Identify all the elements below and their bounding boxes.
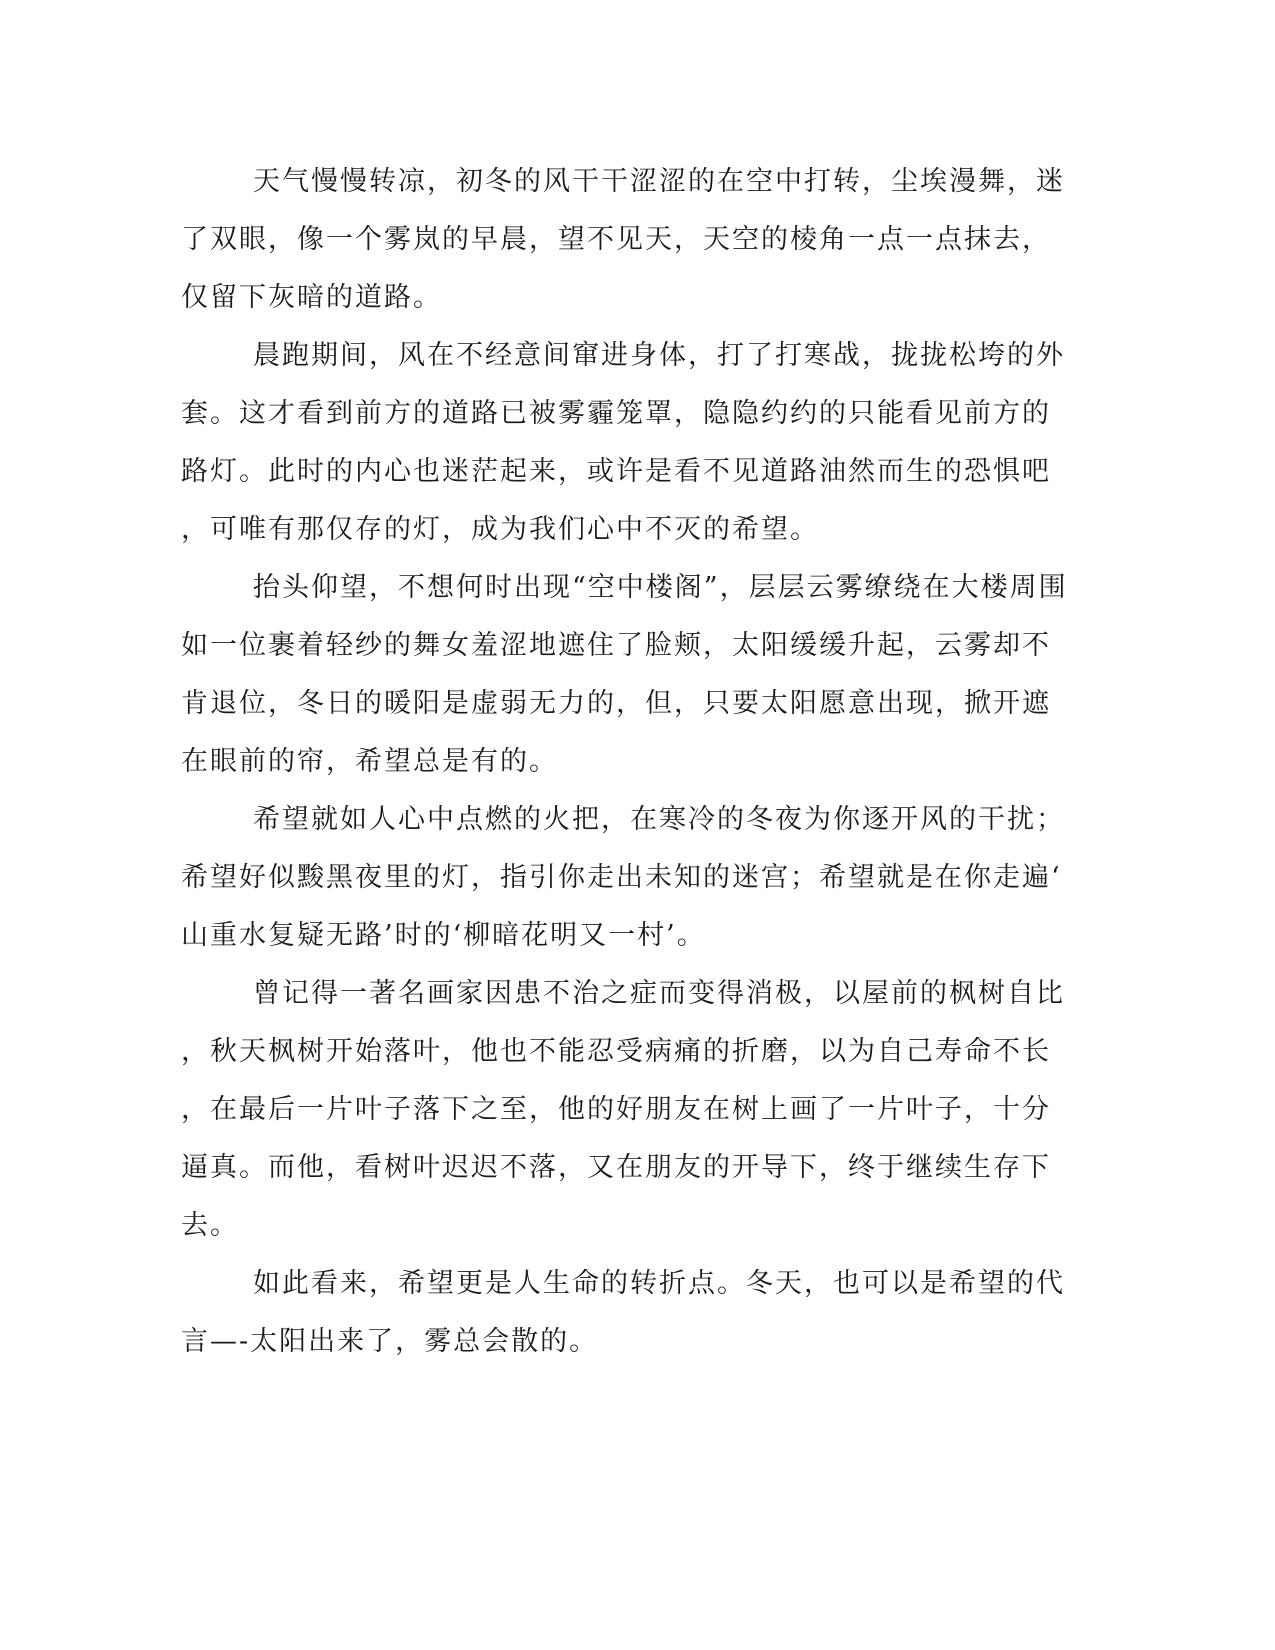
text-line: 天气慢慢转凉，初冬的风干干涩涩的在空中打转，尘埃漫舞，迷	[253, 166, 1065, 197]
text-line: 抬头仰望，不想何时出现“空中楼阁”，层层云雾缭绕在大楼周围	[253, 572, 1068, 603]
text-line: 仅留下灰暗的道路。	[181, 282, 442, 313]
essay-body	[181, 153, 1068, 1371]
text-line: 希望好似黢黑夜里的灯，指引你走出未知的迷宫；希望就是在你走遍‘	[181, 862, 1062, 893]
text-line: 希望就如人心中点燃的火把，在寒冷的冬夜为你逐开风的干扰；	[253, 804, 1065, 835]
text-line: ，秋天枫树开始落叶，他也不能忍受病痛的折磨，以为自己寿命不长	[181, 1036, 1051, 1067]
text-line: 山重水复疑无路’时的‘柳暗花明又一村’。	[181, 920, 706, 951]
text-line: 套。这才看到前方的道路已被雾霾笼罩，隐隐约约的只能看见前方的	[181, 398, 1051, 429]
text-line: 在眼前的帘，希望总是有的。	[181, 746, 558, 777]
text-line: 去。	[181, 1210, 239, 1241]
text-line: 如一位裹着轻纱的舞女羞涩地遮住了脸颊，太阳缓缓升起，云雾却不	[181, 630, 1051, 661]
text-line: 逼真。而他，看树叶迟迟不落，又在朋友的开导下，终于继续生存下	[181, 1152, 1051, 1183]
text-line: 言—-太阳出来了，雾总会散的。	[181, 1326, 599, 1357]
text-line: 了双眼，像一个雾岚的早晨，望不见天，天空的棱角一点一点抹去，	[181, 224, 1051, 255]
text-line: ，在最后一片叶子落下之至，他的好朋友在树上画了一片叶子，十分	[181, 1094, 1051, 1125]
text-line: 曾记得一著名画家因患不治之症而变得消极，以屋前的枫树自比	[253, 978, 1065, 1009]
text-line: 晨跑期间，风在不经意间窜进身体，打了打寒战，拢拢松垮的外	[253, 340, 1065, 371]
text-line: 肯退位，冬日的暖阳是虚弱无力的，但，只要太阳愿意出现，掀开遮	[181, 688, 1051, 719]
text-line: ，可唯有那仅存的灯，成为我们心中不灭的希望。	[181, 514, 819, 545]
text-line: 路灯。此时的内心也迷茫起来，或许是看不见道路油然而生的恐惧吧	[181, 456, 1051, 487]
text-line: 如此看来，希望更是人生命的转折点。冬天，也可以是希望的代	[253, 1268, 1065, 1299]
